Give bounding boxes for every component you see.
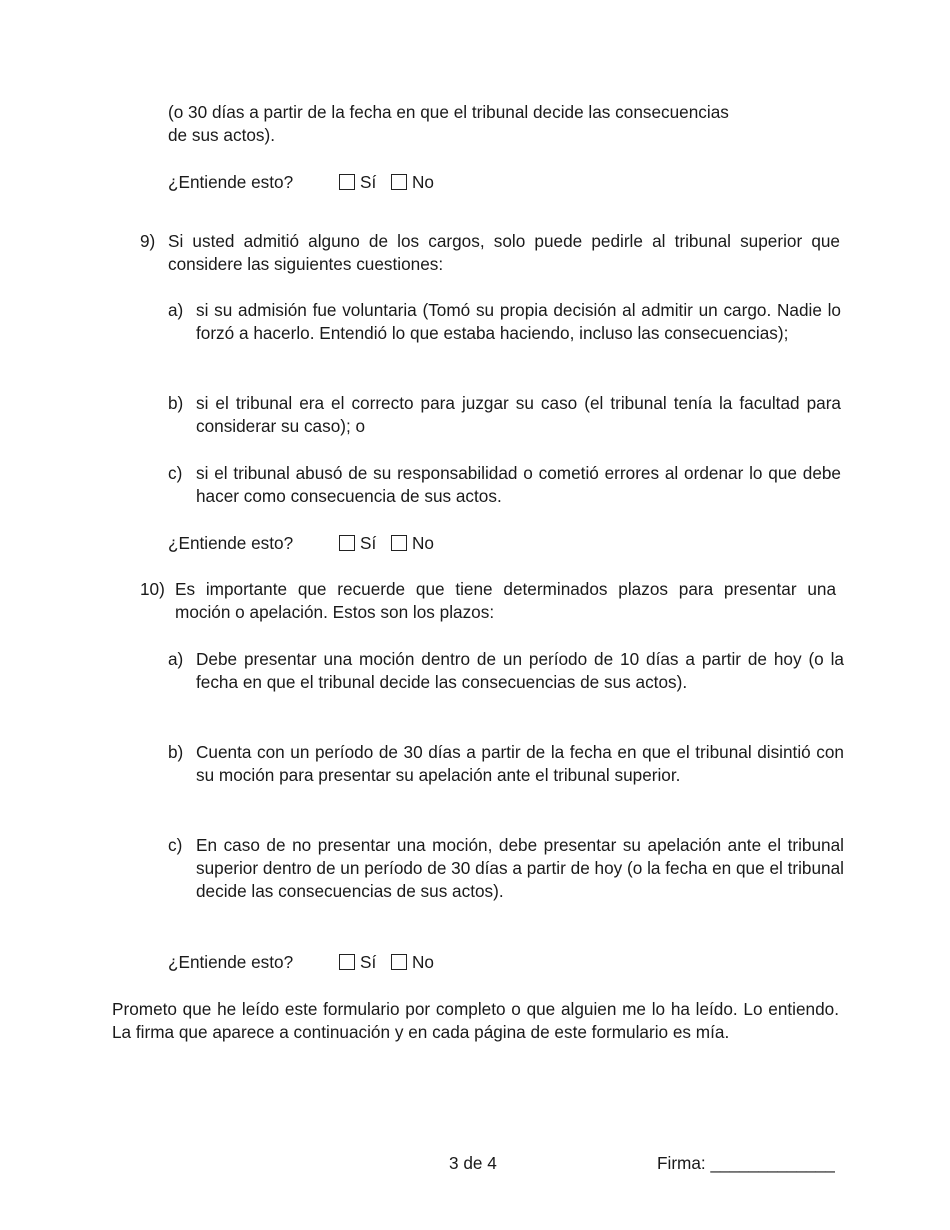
page-number: 3 de 4: [449, 1153, 497, 1173]
no-option[interactable]: [391, 171, 434, 194]
item-9-number: 9): [140, 231, 156, 251]
item-9c-text: si el tribunal abusó de su responsabilidad o cometió errores al ordenar lo que debe hacer como consecuencia de sus actos.: [196, 463, 841, 506]
yes-checkbox[interactable]: [339, 535, 355, 551]
item-9b-text: si el tribunal era el correcto para juzgar su caso (el tribunal tenía la facultad para considerar su caso); o: [196, 393, 841, 436]
item-9a-letter: a): [168, 300, 184, 320]
item-10c-text: En caso de no presentar una moción, debe presentar su apelación ante el tribunal superior dentro de un período de 30 días a partir de hoy (o la fecha en que el tribunal decide las consecuencias de sus actos).: [196, 835, 844, 901]
yes-label: Sí: [360, 172, 377, 192]
understand-check-row: [168, 532, 468, 555]
signature-line[interactable]: _____________: [710, 1153, 835, 1173]
item-10a-text: Debe presentar una moción dentro de un período de 10 días a partir de hoy (o la fecha en que el tribunal decide las consecuencias de sus actos).: [196, 649, 844, 692]
understand-question: ¿Entiende esto?: [168, 172, 294, 192]
item-10-text: Es importante que recuerde que tiene determinados plazos para presentar una moción o apelación. Estos son los plazos:: [175, 579, 836, 622]
yes-option[interactable]: [339, 532, 376, 555]
signature-field[interactable]: [657, 1152, 835, 1175]
intro-line-1: (o 30 días a partir de la fecha en que el tribunal decide las consecuencias: [168, 102, 729, 122]
understand-question: ¿Entiende esto?: [168, 952, 294, 972]
promise-paragraph: Prometo que he leído este formulario por completo o que alguien me lo ha leído. Lo entiendo. La firma que aparece a continuación y en cada página de este formulario es mía.: [112, 999, 839, 1042]
no-label: No: [412, 533, 434, 553]
yes-label: Sí: [360, 533, 377, 553]
yes-checkbox[interactable]: [339, 174, 355, 190]
item-9b-letter: b): [168, 393, 184, 413]
no-option[interactable]: [391, 951, 434, 974]
no-option[interactable]: [391, 532, 434, 555]
signature-label: Firma:: [657, 1153, 706, 1173]
item-10b-letter: b): [168, 742, 184, 762]
no-checkbox[interactable]: [391, 954, 407, 970]
item-9a-text: si su admisión fue voluntaria (Tomó su propia decisión al admitir un cargo. Nadie lo forzó a hacerlo. Entendió lo que estaba haciendo, incluso las consecuencias);: [196, 300, 841, 343]
understand-question: ¿Entiende esto?: [168, 533, 294, 553]
yes-option[interactable]: [339, 171, 376, 194]
yes-option[interactable]: [339, 951, 376, 974]
item-10a-letter: a): [168, 649, 184, 669]
understand-check-row: [168, 171, 468, 194]
no-checkbox[interactable]: [391, 174, 407, 190]
no-label: No: [412, 952, 434, 972]
item-10-number: 10): [140, 579, 165, 599]
understand-check-row: [168, 951, 468, 974]
item-10b-text: Cuenta con un período de 30 días a partir de la fecha en que el tribunal disintió con su moción para presentar su apelación ante el tribunal superior.: [196, 742, 844, 785]
yes-checkbox[interactable]: [339, 954, 355, 970]
item-9-text: Si usted admitió alguno de los cargos, solo puede pedirle al tribunal superior que considere las siguientes cuestiones:: [168, 231, 840, 274]
no-checkbox[interactable]: [391, 535, 407, 551]
item-9c-letter: c): [168, 463, 183, 483]
intro-line-2: de sus actos).: [168, 125, 275, 145]
no-label: No: [412, 172, 434, 192]
yes-label: Sí: [360, 952, 377, 972]
item-10c-letter: c): [168, 835, 183, 855]
